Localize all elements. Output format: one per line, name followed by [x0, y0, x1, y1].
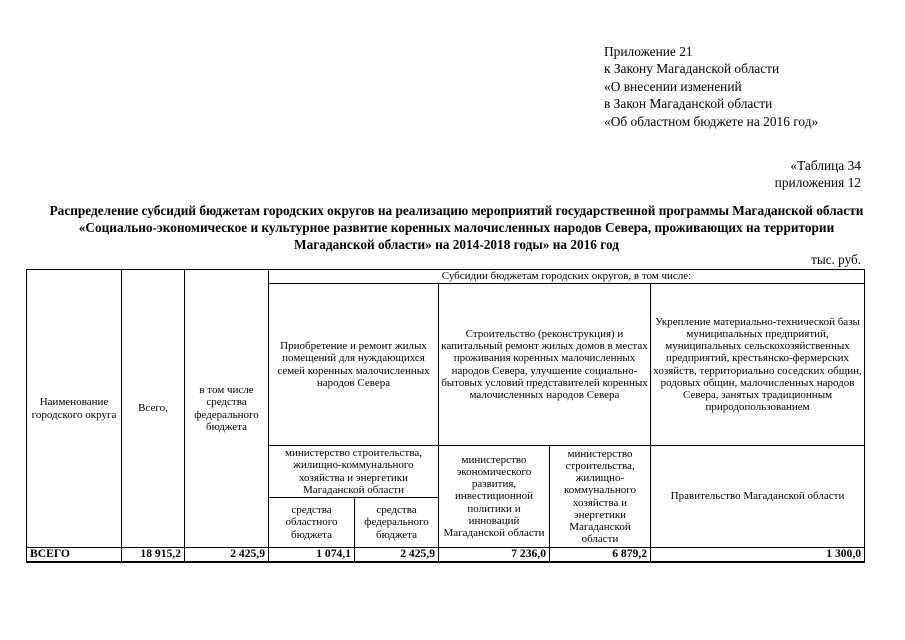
- table-ref-line-1: «Таблица 34: [790, 158, 861, 173]
- appendix-line: Приложение 21: [604, 44, 693, 59]
- header-ministry-economy: министерство экономического развития, инвестиционной политики и инноваций Магаданской области: [439, 446, 550, 548]
- table-row-total: [27, 548, 865, 563]
- appendix-reference: [604, 43, 818, 130]
- header-ministry-construction-2: министерство строительства, жилищно-коммунального хозяйства и энергетики Магаданской области: [550, 446, 651, 548]
- appendix-line: к Закону Магаданской области: [604, 61, 780, 77]
- total-housing-federal: 2 425,9: [355, 548, 439, 563]
- subsidies-table: [26, 269, 865, 563]
- header-ministry-construction: министерство строительства, жилищно-коммунального хозяйства и энергетики Магаданской области: [269, 446, 439, 498]
- total-all: 18 915,2: [122, 548, 185, 563]
- header-subsidies: Субсидии бюджетам городских округов, в том числе:: [269, 270, 865, 284]
- header-regional-funds: средства областного бюджета: [269, 498, 355, 548]
- total-federal-share: 2 425,9: [185, 548, 269, 563]
- appendix-line: «О внесении изменений: [604, 78, 742, 94]
- unit-label: тыс. руб.: [811, 252, 861, 267]
- total-construction-ministry: 6 879,2: [550, 548, 651, 563]
- header-group-infrastructure: Укрепление материально-технической базы муниципальных предприятий, муниципальных сельскохозяйственных предприятий, крестьянско-фермерских хозяйств, территориально соседских общин, родовых общин, малочисленных народов Севера, занятых традиционным природопользованием: [651, 284, 865, 446]
- header-group-construction: Строительство (реконструкция) и капитальный ремонт жилых домов в местах проживания коренных малочисленных народов Севера, улучшение социально-бытовых условий представителей коренных малочисленных народов Севера: [439, 284, 651, 446]
- header-group-housing: Приобретение и ремонт жилых помещений для нуждающихся семей коренных малочисленных народов Севера: [269, 284, 439, 446]
- total-government: 1 300,0: [651, 548, 865, 563]
- header-federal-share: в том числе средства федерального бюджета: [185, 270, 269, 548]
- table-reference: [775, 158, 861, 191]
- total-label: ВСЕГО: [27, 548, 122, 563]
- total-housing-regional: 1 074,1: [269, 548, 355, 563]
- header-government: Правительство Магаданской области: [651, 446, 865, 548]
- header-municipality: Наименование городского округа: [27, 270, 122, 548]
- total-construction-economy: 7 236,0: [439, 548, 550, 563]
- document-title: Распределение субсидий бюджетам городских округов на реализацию мероприятий государственной программы Магаданской области «Социально-экономическое и культурное развитие коренных малочисленных народов Севера, проживающих на территории Магаданской области» на 2014-2018 годы» на 2016 год: [49, 203, 864, 252]
- header-total: Всего,: [122, 270, 185, 548]
- header-federal-funds: средства федерального бюджета: [355, 498, 439, 548]
- appendix-line: «Об областном бюджете на 2016 год»: [604, 113, 819, 129]
- appendix-line: в Закон Магаданской области: [604, 96, 773, 112]
- table-ref-line-2: приложения 12: [774, 174, 861, 190]
